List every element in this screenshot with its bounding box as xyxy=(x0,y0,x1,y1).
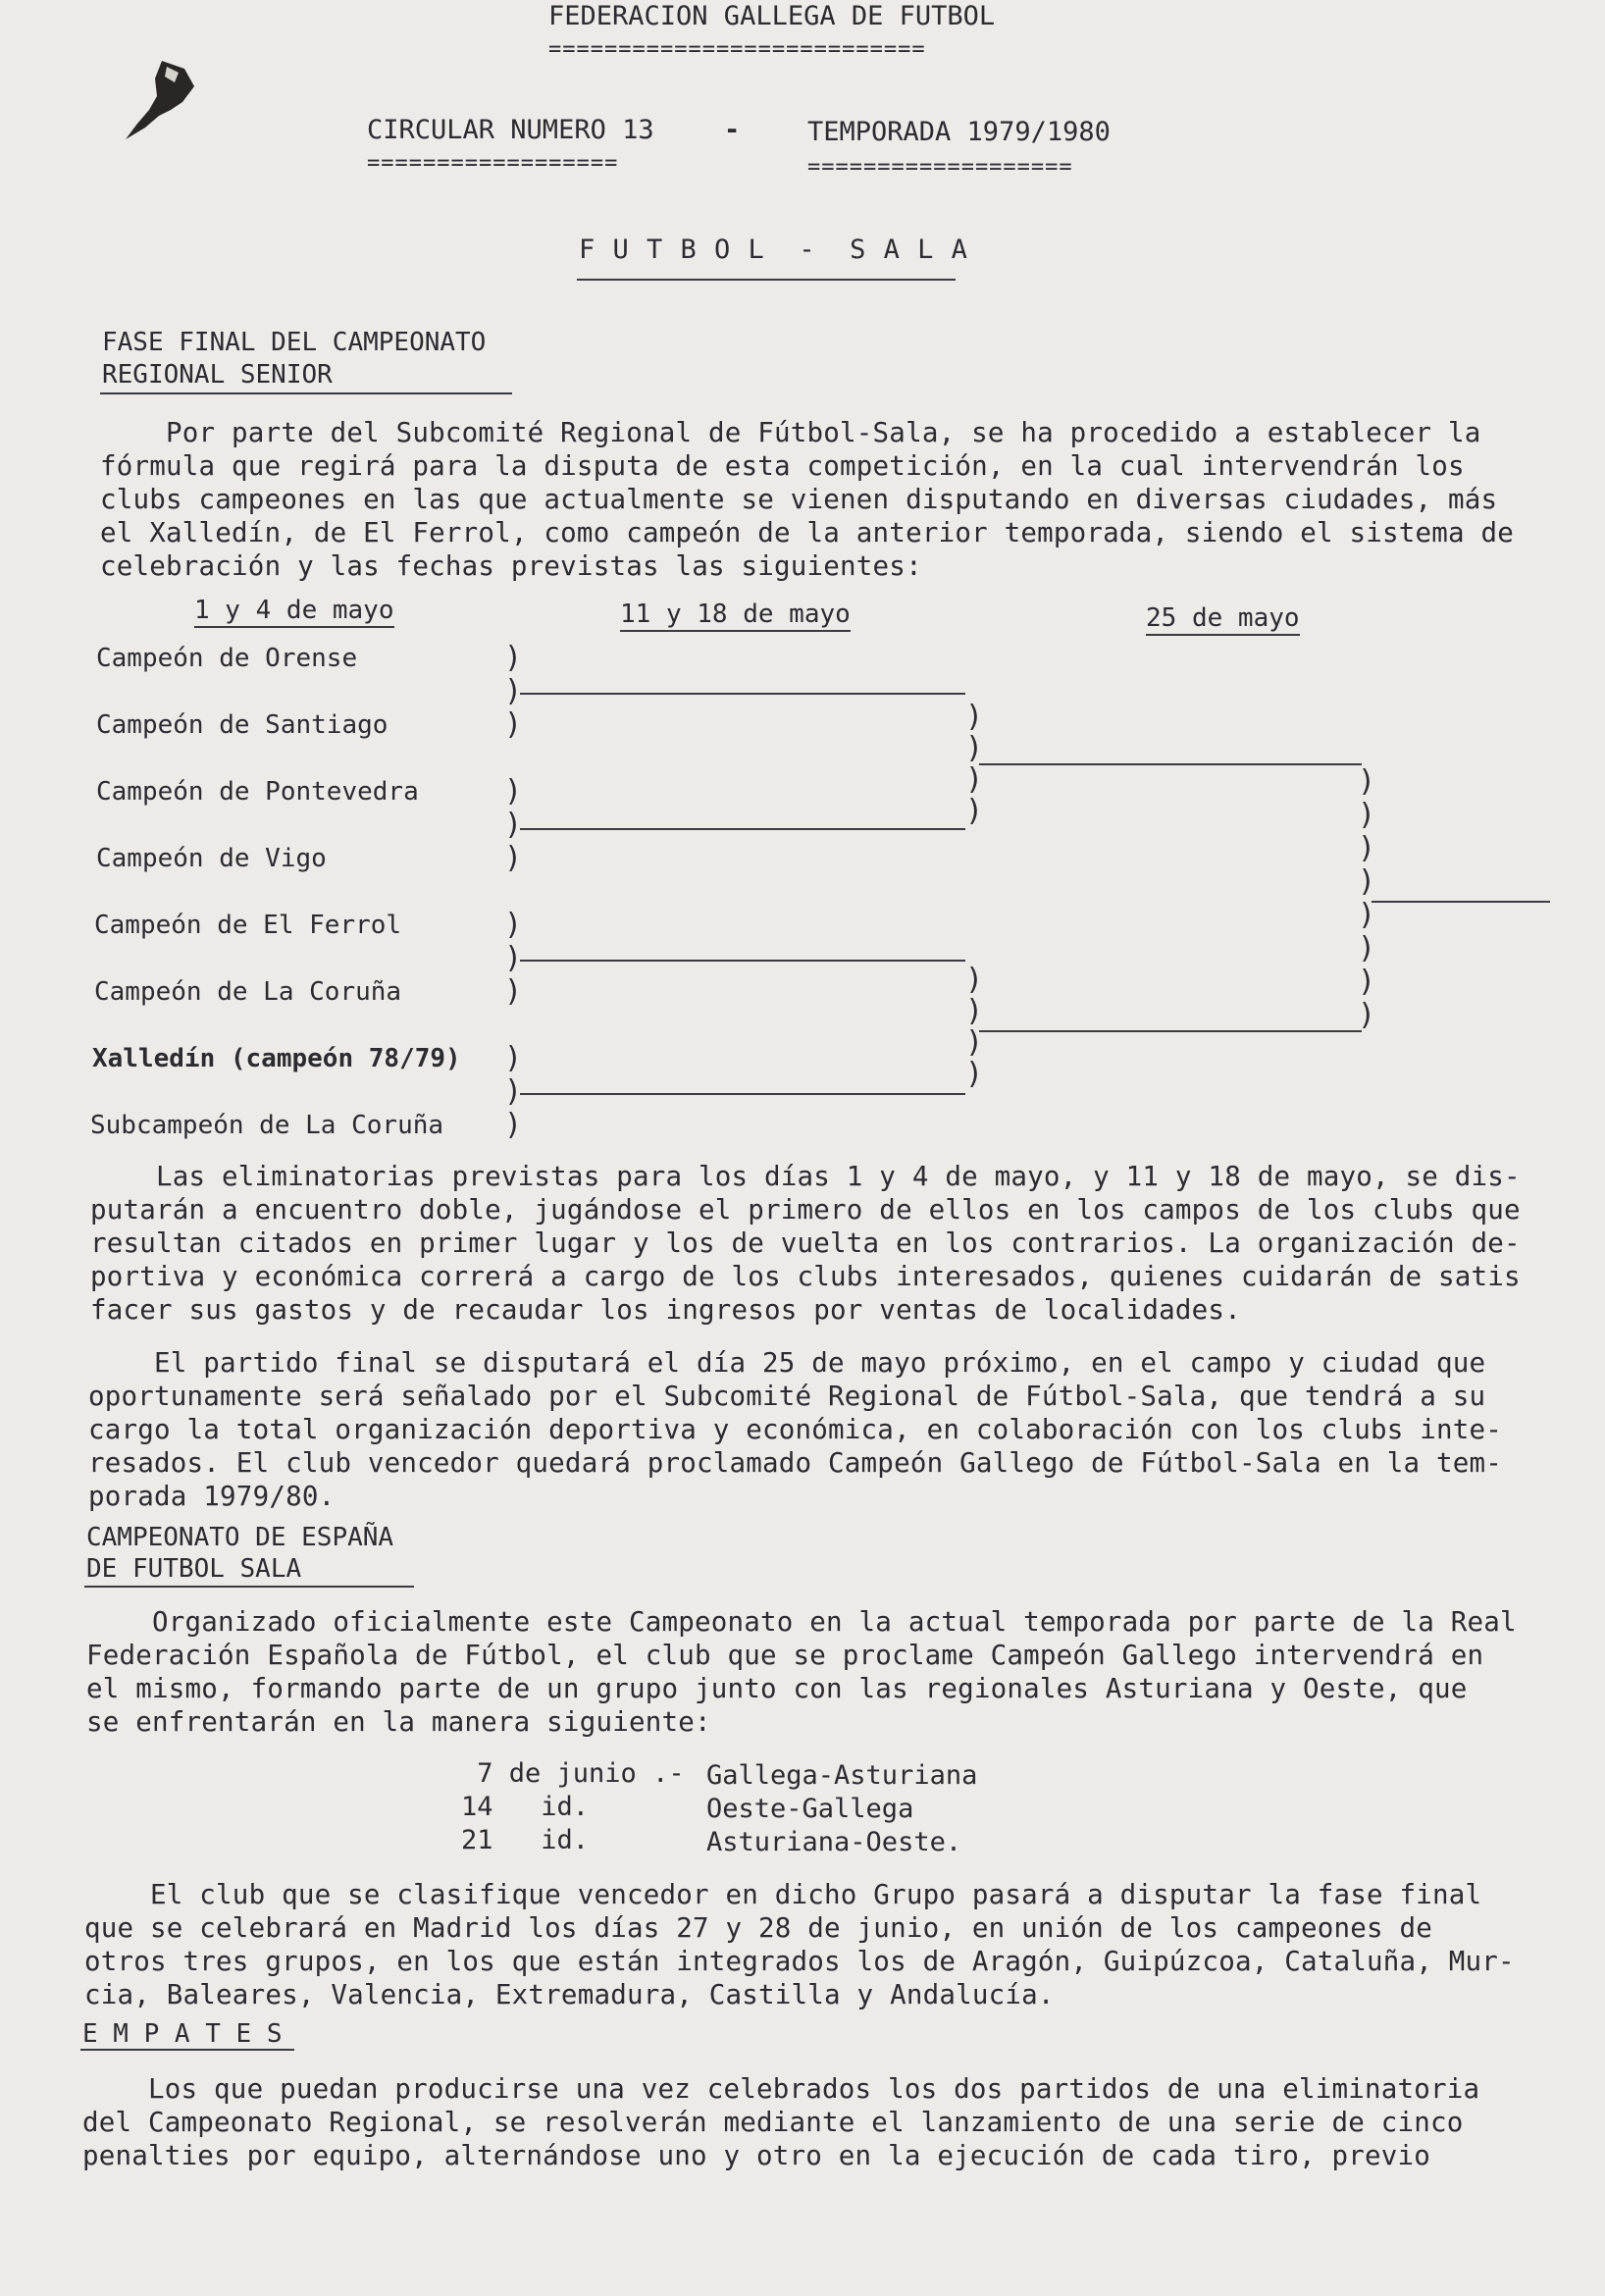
section2-heading-underline xyxy=(84,1586,414,1588)
bracket-paren: ) xyxy=(965,700,984,734)
bracket-paren: ) xyxy=(504,674,523,708)
bracket-paren: ) xyxy=(965,963,984,997)
title-underline xyxy=(577,279,956,281)
text-line: facer sus gastos y de recaudar los ingresos por ventas de localidades. xyxy=(90,1294,1241,1326)
team-subcampeon-la-coruna: Subcampeón de La Coruña xyxy=(90,1111,444,1140)
final-paragraph xyxy=(88,1346,1502,1513)
bracket-paren: ) xyxy=(504,841,523,875)
season-underline: =================== xyxy=(807,155,1073,180)
eliminatorias-paragraph xyxy=(90,1160,1521,1327)
section3-heading-underline xyxy=(80,2049,294,2051)
section3-heading: E M P A T E S xyxy=(82,2019,283,2049)
federation-underline: =========================== xyxy=(548,37,926,62)
season: TEMPORADA 1979/1980 xyxy=(807,117,1111,147)
text-line: El club que se clasifique vencedor en dicho Grupo pasará a disputar la fase final xyxy=(84,1879,1482,1910)
text-line: penalties por equipo, alternándose uno y otro en la ejecución de cada tiro, previo xyxy=(82,2140,1431,2171)
bracket-paren: ) xyxy=(1358,965,1376,999)
team-el-ferrol: Campeón de El Ferrol xyxy=(94,911,402,940)
circular-number: CIRCULAR NUMERO 13 xyxy=(367,115,654,145)
bracket-line xyxy=(979,763,1362,765)
text-line: Los que puedan producirse una vez celebrados los dos partidos de una eliminatoria xyxy=(82,2073,1480,2105)
section1-intro xyxy=(100,416,1514,583)
schedule-match: Gallega-Asturiana xyxy=(706,1760,978,1791)
bracket-paren: ) xyxy=(965,994,984,1028)
text-line: Por parte del Subcomité Regional de Fútbol-Sala, se ha procedido a establecer la xyxy=(100,417,1481,448)
text-line: el mismo, formando parte de un grupo junto con las regionales Asturiana y Oeste, que xyxy=(86,1673,1468,1704)
empates-paragraph xyxy=(82,2072,1479,2172)
round1-label: 1 y 4 de mayo xyxy=(194,595,394,628)
schedule-date: 7 de junio .- xyxy=(461,1758,685,1789)
bracket-line xyxy=(520,1093,965,1095)
text-line: El partido final se disputará el día 25 de mayo próximo, en el campo y ciudad que xyxy=(88,1347,1486,1379)
section2-intro xyxy=(86,1605,1517,1739)
bracket-paren: ) xyxy=(504,707,523,742)
round3-label: 25 de mayo xyxy=(1146,602,1300,636)
bracket-paren: ) xyxy=(965,762,984,797)
bracket-line xyxy=(520,693,965,695)
text-line: el Xalledín, de El Ferrol, como campeón de la anterior temporada, siendo el sistema de xyxy=(100,517,1515,548)
text-line: celebración y las fechas previstas las siguientes: xyxy=(100,550,922,582)
text-line: porada 1979/80. xyxy=(88,1481,336,1512)
schedule-date: 14 id. xyxy=(461,1792,590,1822)
bracket-paren: ) xyxy=(504,941,523,975)
text-line: del Campeonato Regional, se resolverán mediante el lanzamiento de una serie de cinco xyxy=(82,2107,1464,2138)
paper-damage-mark xyxy=(118,59,206,147)
bracket-paren: ) xyxy=(1358,831,1376,865)
document-title: F U T B O L - S A L A xyxy=(579,235,968,265)
text-line: fórmula que regirá para la disputa de esta competición, en la cual intervendrán los xyxy=(100,450,1465,482)
bracket-paren: ) xyxy=(1358,864,1376,899)
bracket-paren: ) xyxy=(504,808,523,842)
text-line: Las eliminatorias previstas para los días 1 y 4 de mayo, y 11 y 18 de mayo, se dis- xyxy=(90,1161,1521,1192)
bracket-paren: ) xyxy=(504,908,523,942)
bracket-paren: ) xyxy=(965,1025,984,1060)
text-line: cargo la total organización deportiva y económica, en colaboración con los clubs inte- xyxy=(88,1414,1503,1445)
text-line: Federación Española de Fútbol, el club que se proclame Campeón Gallego intervendrá en xyxy=(86,1640,1484,1671)
text-line: resados. El club vencedor quedará proclamado Campeón Gallego de Fútbol-Sala en la tem- xyxy=(88,1447,1503,1479)
team-santiago: Campeón de Santiago xyxy=(96,710,388,740)
team-xalledin: Xalledín (campeón 78/79) xyxy=(92,1044,461,1073)
team-la-coruna: Campeón de La Coruña xyxy=(94,977,402,1007)
text-line: que se celebrará en Madrid los días 27 y 28 de junio, en unión de los campeones de xyxy=(84,1912,1433,1944)
section1-heading-underline xyxy=(100,392,512,394)
bracket-paren: ) xyxy=(1358,931,1376,965)
section1-heading-line2: REGIONAL SENIOR xyxy=(102,360,333,390)
bracket-paren: ) xyxy=(965,794,984,828)
text-line: clubs campeones en las que actualmente se vienen disputando en diversas ciudades, más xyxy=(100,484,1498,515)
bracket-paren: ) xyxy=(504,774,523,809)
bracket-paren: ) xyxy=(504,1074,523,1109)
bracket-paren: ) xyxy=(1358,798,1376,832)
text-line: cia, Baleares, Valencia, Extremadura, Castilla y Andalucía. xyxy=(84,1979,1055,2010)
bracket-line xyxy=(520,960,965,962)
text-line: resultan citados en primer lugar y los de vuelta en los contrarios. La organización de- xyxy=(90,1227,1521,1259)
bracket-paren: ) xyxy=(1358,998,1376,1032)
text-line: putarán a encuentro doble, jugándose el primero de ellos en los campos de los clubs que xyxy=(90,1194,1521,1226)
team-pontevedra: Campeón de Pontevedra xyxy=(96,777,419,807)
bracket-paren: ) xyxy=(504,1041,523,1075)
schedule-match: Asturiana-Oeste. xyxy=(706,1827,962,1857)
header-dash: - xyxy=(724,115,741,145)
schedule-match: Oeste-Gallega xyxy=(706,1794,914,1824)
final-phase-paragraph xyxy=(84,1878,1515,2011)
section2-heading-line2: DE FUTBOL SALA xyxy=(86,1554,302,1584)
schedule-date: 21 id. xyxy=(461,1825,590,1855)
text-line: oportunamente será señalado por el Subcomité Regional de Fútbol-Sala, que tendrá a su xyxy=(88,1381,1486,1412)
bracket-paren: ) xyxy=(504,641,523,675)
section2-heading-line1: CAMPEONATO DE ESPAÑA xyxy=(86,1523,394,1552)
text-line: se enfrentarán en la manera siguiente: xyxy=(86,1706,711,1738)
bracket-paren: ) xyxy=(504,974,523,1009)
team-vigo: Campeón de Vigo xyxy=(96,844,327,873)
bracket-final-line xyxy=(1372,901,1550,903)
section1-heading-line1: FASE FINAL DEL CAMPEONATO xyxy=(102,328,487,357)
bracket-paren: ) xyxy=(965,731,984,765)
bracket-paren: ) xyxy=(1358,898,1376,932)
bracket-paren: ) xyxy=(1358,764,1376,799)
federation-title: FEDERACION GALLEGA DE FUTBOL xyxy=(548,1,996,31)
circular-underline: ================== xyxy=(367,151,619,176)
round2-label: 11 y 18 de mayo xyxy=(620,599,851,632)
bracket-line xyxy=(979,1030,1362,1032)
bracket-line xyxy=(520,828,965,830)
text-line: Organizado oficialmente este Campeonato en la actual temporada por parte de la Real xyxy=(86,1606,1517,1638)
bracket-paren: ) xyxy=(965,1057,984,1091)
bracket-paren: ) xyxy=(504,1108,523,1142)
team-orense: Campeón de Orense xyxy=(96,644,358,673)
text-line: portiva y económica correrá a cargo de los clubs interesados, quienes cuidarán de satis xyxy=(90,1261,1521,1292)
text-line: otros tres grupos, en los que están integrados los de Aragón, Guipúzcoa, Cataluña, Mur- xyxy=(84,1946,1515,1977)
